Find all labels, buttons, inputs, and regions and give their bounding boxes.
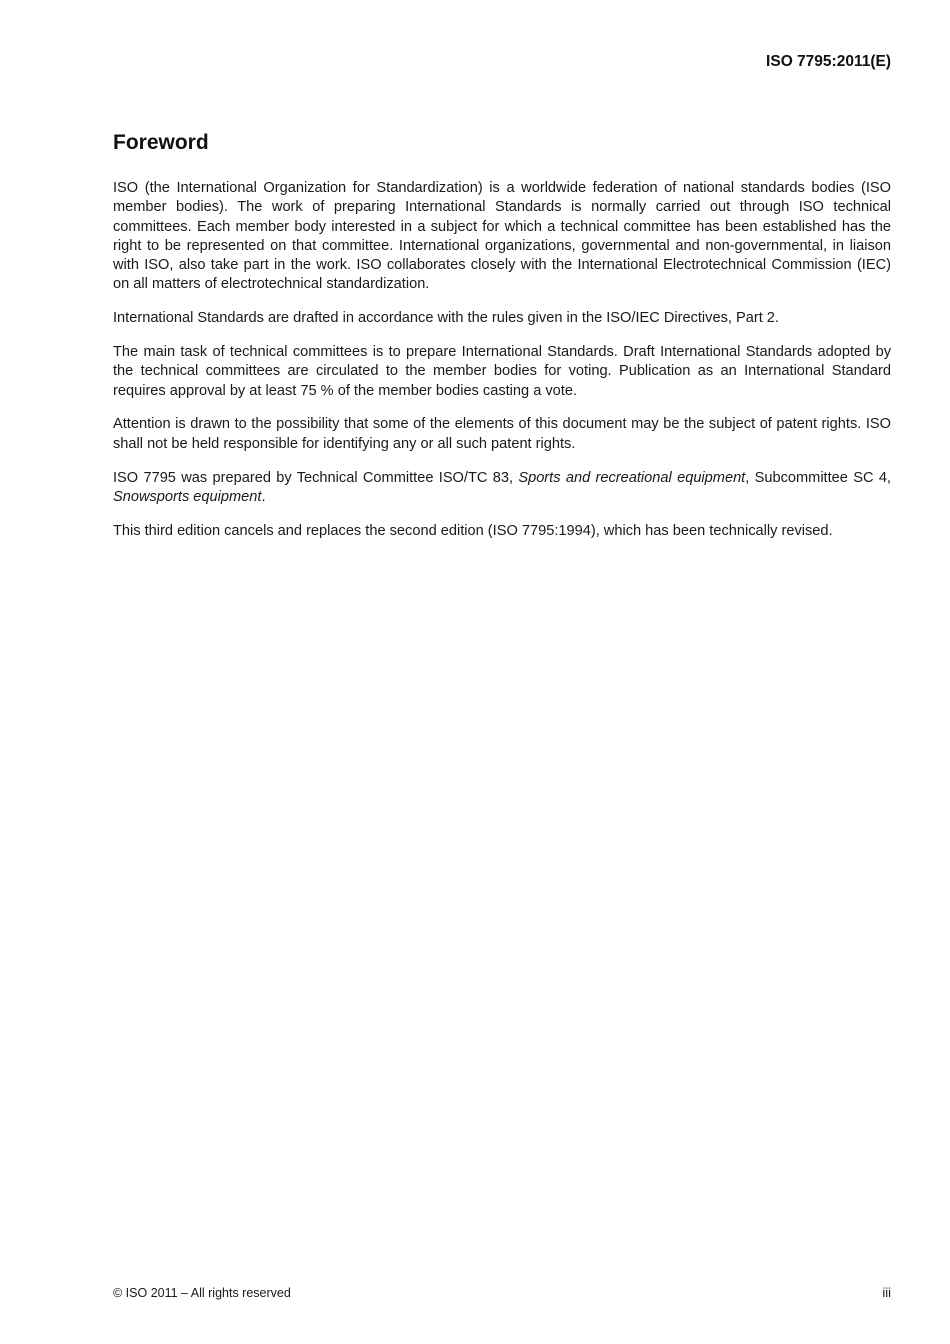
paragraph-committee-task: The main task of technical committees is to prepare International Standards. Draft International Standards adopted by the technical committees are circulated to the member bodies for voting. Publication as an International Standard requires approval by at least 75 % of the member bodies casting a vote. [113, 344, 891, 399]
subcommittee-name: Snowsports equipment [113, 488, 262, 505]
paragraph-iso-intro: ISO (the International Organization for Standardization) is a worldwide federation of national standards bodies (ISO member bodies). The work of preparing International Standards is normally carried out through ISO technical committees. Each member body interested in a subject for which a technical committee has been established has the right to be represented on that committee. International organizations, governmental and non-governmental, in liaison with ISO, also take part in the work. ISO collaborates closely with the International Electrotechnical Commission (IEC) on all matters of electrotechnical standardization. [113, 180, 891, 293]
footer-copyright: © ISO 2011 – All rights reserved [113, 1286, 291, 1300]
paragraph-prepared-by [113, 469, 891, 508]
page-title: Foreword [113, 131, 209, 154]
page-number: iii [882, 1285, 891, 1300]
paragraph-patent-rights: Attention is drawn to the possibility that some of the elements of this document may be the subject of patent rights. ISO shall not be held responsible for identifying any or all such patent rights. [113, 416, 891, 452]
paragraph-directives: International Standards are drafted in accordance with the rules given in the ISO/IEC Directives, Part 2. [113, 310, 779, 327]
foreword-section [113, 131, 891, 555]
prepared-by-text-3: . [261, 488, 266, 505]
committee-name: Sports and recreational equipment [518, 469, 746, 486]
prepared-by-text-1: ISO 7795 was prepared by Technical Committee ISO/TC 83, [113, 469, 519, 486]
prepared-by-text-2: , Subcommittee SC 4, [745, 469, 891, 486]
document-id: ISO 7795:2011(E) [766, 53, 891, 70]
paragraph-edition: This third edition cancels and replaces the second edition (ISO 7795:1994), which has been technically revised. [113, 522, 833, 539]
